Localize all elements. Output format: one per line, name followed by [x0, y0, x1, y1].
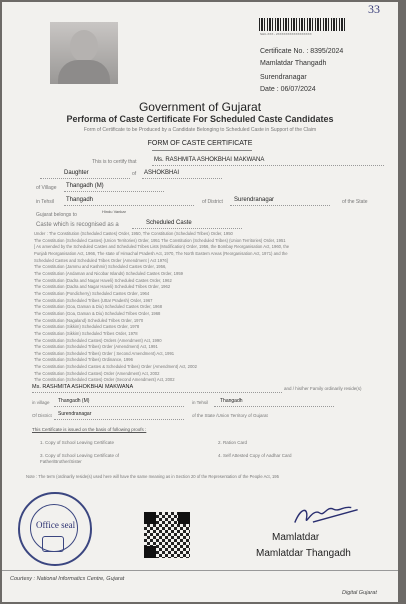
- date-row: Date : 06/07/2024: [260, 86, 316, 93]
- certificate-no-row: Certificate No. : 8395/2024: [260, 48, 344, 55]
- applicant-name: Ms. RASHMITA ASHOKBHAI MAKWANA: [154, 157, 265, 163]
- community: Scheduled Caste: [146, 220, 192, 226]
- certificate-no: 8395/2024: [310, 48, 344, 55]
- res-tehsil: Thangadh: [220, 398, 243, 404]
- taluka-label: in Tehsil: [36, 199, 54, 205]
- village: Thangadh (M): [66, 183, 104, 189]
- order-line: Punjab Reorganisation Act, 1966, The state of Himachal Pradesh Act, 1970, The North Eastern Areas (Reorganisation Act, 1971) and the: [34, 250, 288, 256]
- qr-code: [144, 512, 190, 558]
- handwritten-signature: [291, 497, 364, 531]
- handwritten-number: 33: [368, 2, 380, 16]
- certificate-subtitle: Form of Certificate to be Produced by a Candidate Belonging to Scheduled Caste in Support of the Claim: [83, 127, 317, 133]
- certify-text: This is to certify that: [92, 159, 137, 165]
- res-state-label: of the State /Union Territory of Gujarat: [192, 413, 268, 418]
- proofs-heading: This Certificate is issued on the basis of following proofs :: [32, 427, 147, 432]
- order-line: The Constitution (Sikkim) Scheduled Tribes Order, 1978: [34, 330, 138, 336]
- order-line: The Constitution (Nagaland) Scheduled Tribes Order, 1970: [34, 317, 144, 323]
- photo-face: [70, 30, 98, 62]
- order-line: The Constitution (Scheduled Castes) Order (Amendment) Act, 2002: [34, 370, 160, 376]
- applicant-photo: [50, 22, 118, 84]
- constitution-orders-list: [34, 231, 390, 384]
- date: 06/07/2024: [280, 86, 316, 93]
- proof-item: 4. Self Attested Copy of Aadhar Card: [218, 453, 292, 458]
- signatory-office: Mamlatdar Thangadh: [256, 548, 351, 559]
- res-village-label: in village: [32, 400, 50, 405]
- belongs-label: Gujarat belongs to: [36, 212, 77, 218]
- proof-item: 3. Copy of School Leaving Certificate of Father/Brother/Sister: [40, 453, 120, 464]
- order-line: The Constitution (Andaman and Nicobar Islands) Scheduled Castes Order, 1959: [34, 270, 183, 276]
- caste-certificate: [2, 2, 398, 602]
- family-label: and / his/her Family ordinarily reside(s): [284, 386, 362, 391]
- order-line: The Constitution (Scheduled Tribes) Ordinance, 1996: [34, 357, 133, 363]
- order-line: Scheduled Castes and Scheduled Tribes Order (Amendment ) Act 1976]: [34, 257, 168, 263]
- community-label: Caste which is recognised as a: [36, 222, 119, 228]
- seal-emblem: [42, 536, 64, 552]
- barcode: [259, 18, 347, 31]
- order-line: The Constitution (Scheduled Tribes) Order (Amendment) Act, 1991: [34, 344, 158, 350]
- order-line: The Constitution (Scheduled Castes & Scheduled Tribes) Order (Amendment) Act, 2002: [34, 364, 197, 370]
- certificate-no-label: Certificate No.: [260, 48, 305, 55]
- date-label: Date: [260, 86, 275, 93]
- order-line: [ As amended by the Scheduled Castes and Scheduled Tribes Lists (Modification) Order, 1956, the Bombay Reorganisation Act, 1960, the: [34, 244, 290, 250]
- order-line: The Constitution (Scheduled Tribes) Order ( Second Amendment) Act, 1991: [34, 350, 175, 356]
- order-line: The Constitution (Dadra and Nagar Haveli) Scheduled Castes Order, 1962: [34, 277, 172, 283]
- footer-courtesy: Courtesy : National Informatics Centre, Gujarat: [10, 576, 125, 582]
- order-line: Under : The Constitution (Scheduled Castes) Order, 1950, The Constitution (Scheduled Tribes) Order, 1950: [34, 231, 233, 236]
- order-line: The Constitution (Jammu and Kashmir) Scheduled Castes Order, 1956,: [34, 264, 167, 270]
- form-heading: FORM OF CASTE CERTIFICATE: [147, 140, 253, 147]
- barcode-text: SHC-XXX - 2XXXXXXXXXXXXXXXXX: [260, 32, 312, 36]
- order-line: The Constitution (Pondicherry) Scheduled Castes Order, 1964: [34, 290, 150, 296]
- proof-item: 2. Ration Card: [218, 440, 248, 445]
- order-line: The Constitution (Scheduled Castes) (Union Territories) Order, 1951 The Constitution (Scheduled Tribes) (Union Territories) Order, 1951: [34, 237, 286, 243]
- government-title: Government of Gujarat: [138, 100, 262, 114]
- residence-name: Ms. RASHMITA ASHOKBHAI MAKWANA: [32, 384, 134, 390]
- father-name: ASHOKBHAI: [144, 170, 180, 176]
- res-village: Thangadh (M): [58, 398, 90, 404]
- proof-item: 1. Copy of School Leaving Certificate: [40, 440, 115, 445]
- office-seal-text: Office seal: [36, 520, 76, 530]
- heading-underline: [152, 150, 252, 151]
- district: Surendranagar: [234, 197, 275, 203]
- header-office: Mamlatdar Thangadh: [260, 60, 327, 67]
- caste-name: Hindu Vankar: [102, 209, 126, 214]
- village-label: of Village: [36, 185, 57, 191]
- signatory-title: Mamlatdar: [272, 532, 320, 543]
- order-line: The Constitution (Scheduled Castes) Order (Second Amendment) Act, 2002: [34, 377, 175, 383]
- res-district-label: Of District: [32, 413, 52, 418]
- header-district: Surendranagar: [260, 74, 307, 81]
- certificate-title: Performa of Caste Certificate For Scheduled Caste Candidates: [66, 114, 334, 124]
- order-line: The Constitution (Goa, Daman & Diu) Scheduled Tribes Order, 1968: [34, 310, 161, 316]
- of-label: of: [132, 171, 137, 177]
- photo-body: [58, 60, 110, 84]
- state-label: of the State: [342, 199, 368, 205]
- taluka: Thangadh: [66, 197, 94, 203]
- res-district: Surendranagar: [58, 411, 92, 417]
- order-line: The Constitution (Dadra and Nagar Haveli) Scheduled Tribes Order, 1962: [34, 284, 171, 290]
- order-line: The Constitution (Sikkim) Scheduled Castes Order, 1978: [34, 324, 140, 330]
- order-line: The Constitution (Scheduled Tribes (Uttar Pradesh) Order, 1967: [34, 297, 153, 303]
- relation: Daughter: [64, 170, 89, 176]
- res-tehsil-label: in Tehsil: [192, 400, 209, 405]
- district-label: of District: [202, 199, 223, 205]
- order-line: The Constitution (Scheduled Castes) Orders (Amendment) Act, 1990: [34, 337, 162, 343]
- footer-brand: Digital Gujarat: [342, 590, 377, 596]
- note-text: Note : The term (ordinarily reside(s) used here will have the same meaning as in Section 20 of the Representation of the People Act, 195: [26, 474, 279, 479]
- footer-divider: [2, 570, 398, 571]
- order-line: The Constitution (Goa, Daman & Diu) Scheduled Castes Order, 1968: [34, 304, 163, 310]
